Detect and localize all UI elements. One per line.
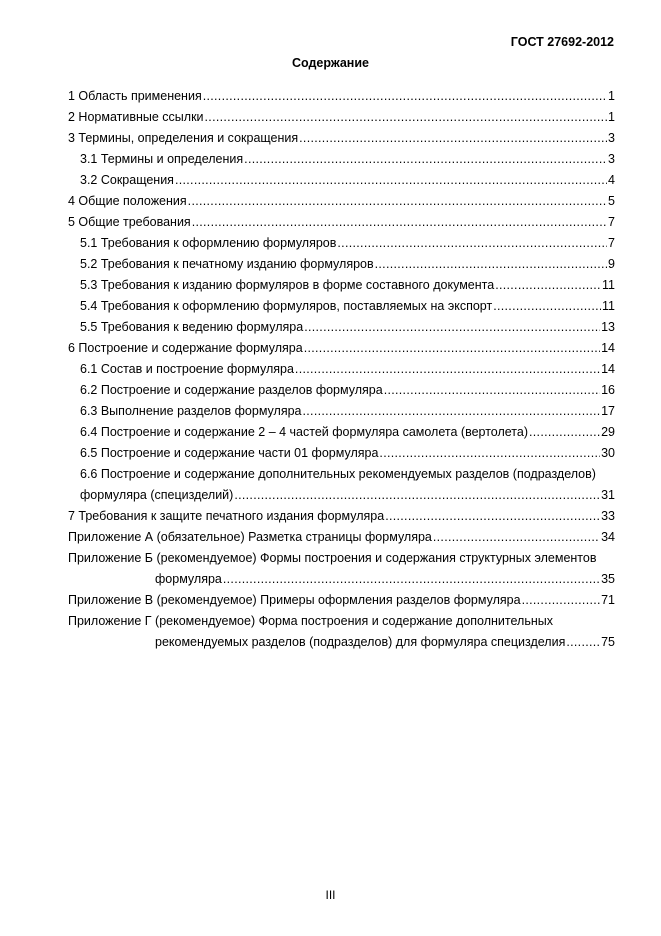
toc-entry-5-1[interactable]: 5.1 Требования к оформлению формуляров ..... 7	[68, 235, 615, 256]
toc-entry-appendix-b-continuation[interactable]: формуляра ..... 35	[68, 571, 615, 592]
toc-entry-5-4[interactable]: 5.4 Требования к оформлению формуляров, поставляемых на экспорт ..... 11	[68, 298, 615, 319]
toc-title: Содержание	[291, 56, 369, 70]
toc-entry-5-2[interactable]: 5.2 Требования к печатному изданию формуляров ..... 9	[68, 256, 615, 277]
toc-entry-6-2[interactable]: 6.2 Построение и содержание разделов формуляра ..... 16	[68, 382, 615, 403]
toc-entry-2[interactable]: 2 Нормативные ссылки ..... 1	[68, 109, 615, 130]
toc-entry-appendix-v[interactable]: Приложение В (рекомендуемое) Примеры оформления разделов формуляра ..... 71	[68, 592, 615, 613]
toc-entry-appendix-b[interactable]: Приложение Б (рекомендуемое) Формы построения и содержания структурных элементов	[68, 551, 597, 565]
toc-entry-3-2[interactable]: 3.2 Сокращения ..... 4	[68, 172, 615, 193]
toc-entry-3-1[interactable]: 3.1 Термины и определения ..... 3	[68, 151, 615, 172]
toc-entry-3[interactable]: 3 Термины, определения и сокращения ..... 3	[68, 130, 615, 151]
toc-entry-5[interactable]: 5 Общие требования ..... 7	[68, 214, 615, 235]
toc-entry-6-6[interactable]: 6.6 Построение и содержание дополнительных рекомендуемых разделов (подразделов)	[80, 467, 596, 481]
toc-entry-1[interactable]: 1 Область применения ..... 1	[68, 88, 615, 109]
toc-entry-6-4[interactable]: 6.4 Построение и содержание 2 – 4 частей формуляра самолета (вертолета) ..... 29	[68, 424, 615, 445]
toc-entry-6-5[interactable]: 6.5 Построение и содержание части 01 формуляра ..... 30	[68, 445, 615, 466]
table-of-contents	[68, 88, 615, 655]
toc-entry-7[interactable]: 7 Требования к защите печатного издания формуляра ..... 33	[68, 508, 615, 529]
toc-entry-6[interactable]: 6 Построение и содержание формуляра ..... 14	[68, 340, 615, 361]
toc-entry-appendix-a[interactable]: Приложение А (обязательное) Разметка страницы формуляра ..... 34	[68, 529, 615, 550]
toc-entry-appendix-g-continuation[interactable]: рекомендуемых разделов (подразделов) для формуляра специзделия ..... 75	[68, 634, 615, 655]
toc-entry-appendix-g[interactable]: Приложение Г (рекомендуемое) Форма построения и содержание дополнительных	[68, 614, 553, 628]
toc-entry-4[interactable]: 4 Общие положения ..... 5	[68, 193, 615, 214]
standard-code: ГОСТ 27692-2012	[510, 35, 614, 49]
toc-entry-6-1[interactable]: 6.1 Состав и построение формуляра ..... 14	[68, 361, 615, 382]
toc-entry-6-6-continuation[interactable]: формуляра (специзделий) ..... 31	[68, 487, 615, 508]
toc-entry-5-5[interactable]: 5.5 Требования к ведению формуляра ..... 13	[68, 319, 615, 340]
page-number: III	[325, 888, 336, 902]
toc-entry-5-3[interactable]: 5.3 Требования к изданию формуляров в форме составного документа ..... 11	[68, 277, 615, 298]
toc-entry-6-3[interactable]: 6.3 Выполнение разделов формуляра ..... 17	[68, 403, 615, 424]
